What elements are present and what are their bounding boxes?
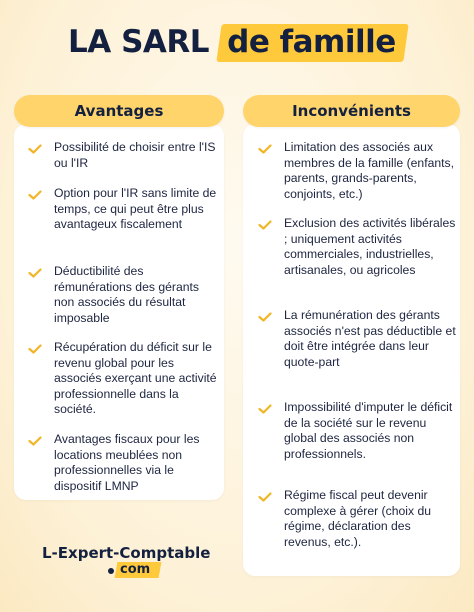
check-icon (258, 312, 272, 322)
check-icon (28, 436, 42, 446)
check-icon (28, 268, 42, 278)
list-item (28, 140, 218, 186)
logo-dot (108, 568, 114, 574)
list-item (258, 308, 458, 400)
list-item (258, 216, 458, 308)
list-item-text: Avantages fiscaux pour les locations meublées non professionnelles via le dispositif LMNP (54, 432, 200, 493)
logo-name: L-Expert-Comptable (42, 544, 211, 562)
check-icon (258, 492, 272, 502)
check-icon (258, 144, 272, 154)
list-item (28, 264, 218, 340)
check-icon (258, 404, 272, 414)
logo-tld-highlight (115, 562, 162, 578)
disadvantages-list (258, 140, 458, 568)
list-item (258, 400, 458, 488)
check-icon (258, 220, 272, 230)
list-item-text: Récupération du déficit sur le revenu global pour les associés exerçant une activité professionnelle dans la société. (54, 340, 217, 417)
list-item-text: Possibilité de choisir entre l'IS ou l'IR (54, 140, 216, 170)
list-item (28, 186, 218, 264)
list-item (258, 140, 458, 216)
logo-tld: com (120, 562, 151, 577)
advantages-header: Avantages (14, 95, 224, 127)
check-icon (28, 344, 42, 354)
disadvantages-header: Inconvénients (243, 95, 460, 127)
title-part2: de famille (227, 24, 397, 60)
list-item-text: Limitation des associés aux membres de la famille (enfants, parents, grands-parents, conjoints, etc.) (284, 140, 455, 201)
title-highlight (217, 24, 409, 62)
advantages-list (28, 140, 218, 502)
check-icon (28, 144, 42, 154)
page-title (0, 24, 474, 62)
list-item-text: Déductibilité des rémunérations des gérants non associés du résultat imposable (54, 264, 199, 325)
list-item (28, 432, 218, 502)
list-item-text: Option pour l'IR sans limite de temps, ce qui peut être plus avantageux fiscalement (54, 186, 217, 232)
list-item-text: Régime fiscal peut devenir complexe à gérer (choix du régime, déclaration des revenus, etc.). (284, 488, 431, 549)
brand-logo (42, 544, 211, 577)
list-item (28, 340, 218, 432)
title-part1: LA SARL (68, 24, 210, 60)
list-item-text: Exclusion des activités libérales ; uniquement activités commerciales, industrielles, artisanales, ou agricoles (284, 216, 456, 277)
check-icon (28, 190, 42, 200)
list-item-text: Impossibilité d'imputer le déficit de la société sur le revenu global des associés non professionnels. (284, 400, 453, 461)
list-item-text: La rémunération des gérants associés n'est pas déductible et doit être intégrée dans leur quote-part (284, 308, 456, 369)
list-item (258, 488, 458, 568)
